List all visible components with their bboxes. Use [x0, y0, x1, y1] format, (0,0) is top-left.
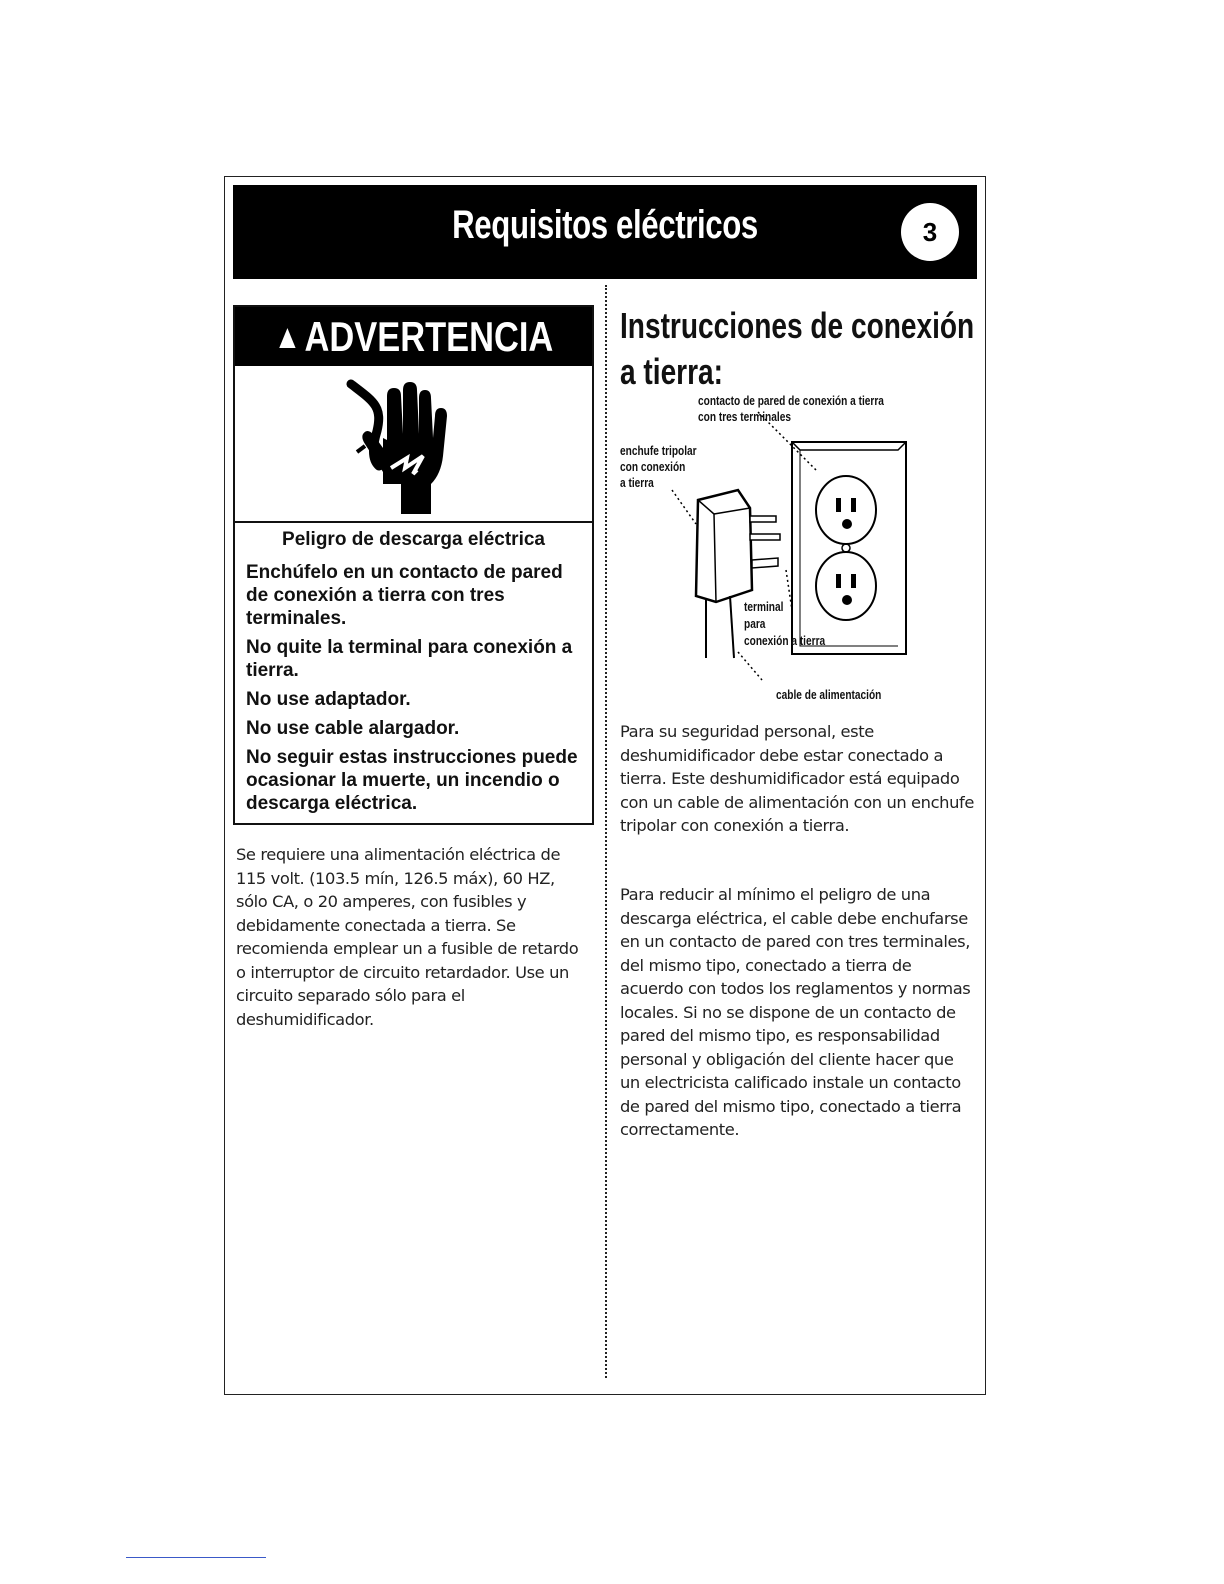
warning-line: No seguir estas instrucciones puede ocasionar la muerte, un incendio o descarga eléctrica. — [246, 747, 578, 814]
diagram-label-plug-2: con conexión — [620, 459, 686, 474]
warning-title-text: ADVERTENCIA — [304, 313, 554, 360]
diagram-label-terminal-2: para — [744, 616, 766, 631]
electric-shock-hand-icon — [343, 376, 483, 516]
shock-hazard-graphic — [235, 366, 592, 523]
diagram-label-terminal-3: conexión a tierra — [744, 633, 826, 648]
diagram-label-outlet-2: con tres terminales — [698, 409, 791, 424]
grounding-diagram — [618, 390, 978, 710]
diagram-label-cable: cable de alimentación — [776, 687, 882, 702]
section-title: Requisitos eléctricos — [452, 203, 758, 247]
section-header — [233, 185, 977, 279]
diagram-label-plug-3: a tierra — [620, 475, 654, 490]
grounding-instructions-title — [620, 303, 975, 395]
plug-and-outlet-illustration — [618, 390, 978, 710]
warning-header — [235, 307, 592, 366]
grounding-paragraph-1: Para su seguridad personal, este deshumidificador debe estar conectado a tierra. Este deshumidificador está equipado con un cable de alimentación con un enchufe tripolar con conexión a tierra. — [620, 722, 974, 835]
footer-rule — [126, 1557, 266, 1558]
title-line-1: Instrucciones de conexión — [620, 305, 975, 346]
warning-line: No quite la terminal para conexión a tierra. — [246, 637, 573, 681]
page-number-badge: 3 — [901, 203, 959, 261]
warning-line: Enchúfelo en un contacto de pared de conexión a tierra con tres terminales. — [246, 562, 563, 629]
warning-triangle-icon: ▲ — [273, 318, 302, 356]
column-divider — [605, 285, 607, 1378]
warning-line: No use adaptador. — [246, 689, 411, 710]
warning-line: No use cable alargador. — [246, 718, 460, 739]
diagram-label-outlet-1: contacto de pared de conexión a tierra — [698, 393, 884, 408]
grounding-paragraph-2: Para reducir al mínimo el peligro de una descarga eléctrica, el cable debe enchufarse en un contacto de pared con tres terminales, del mismo tipo, conectado a tierra de acuerdo con todos los reglamentos y normas locales. Si no se dispone de un contacto de pared del mismo tipo, es responsabilidad personal y obligación del cliente hacer que un electricista calificado instale un contacto de pared del mismo tipo, conectado a tierra correctamente. — [620, 885, 971, 1139]
title-line-2: a tierra: — [620, 351, 724, 392]
warning-text — [235, 529, 592, 821]
electrical-requirements-paragraph: Se requiere una alimentación eléctrica de 115 volt. (103.5 mín, 126.5 máx), 60 HZ, sólo CA, o 20 amperes, con fusibles y debidamente conectada a tierra. Se recomienda emplear un a fusible de retardo o interruptor de circuito retardador. Use un circuito separado sólo para el deshumidificador. — [236, 845, 579, 1029]
warning-box — [233, 305, 594, 825]
diagram-label-terminal-1: terminal — [744, 599, 784, 614]
diagram-label-plug-1: enchufe tripolar — [620, 443, 697, 458]
warning-title — [267, 313, 560, 361]
hazard-name: Peligro de descarga eléctrica — [282, 529, 545, 550]
